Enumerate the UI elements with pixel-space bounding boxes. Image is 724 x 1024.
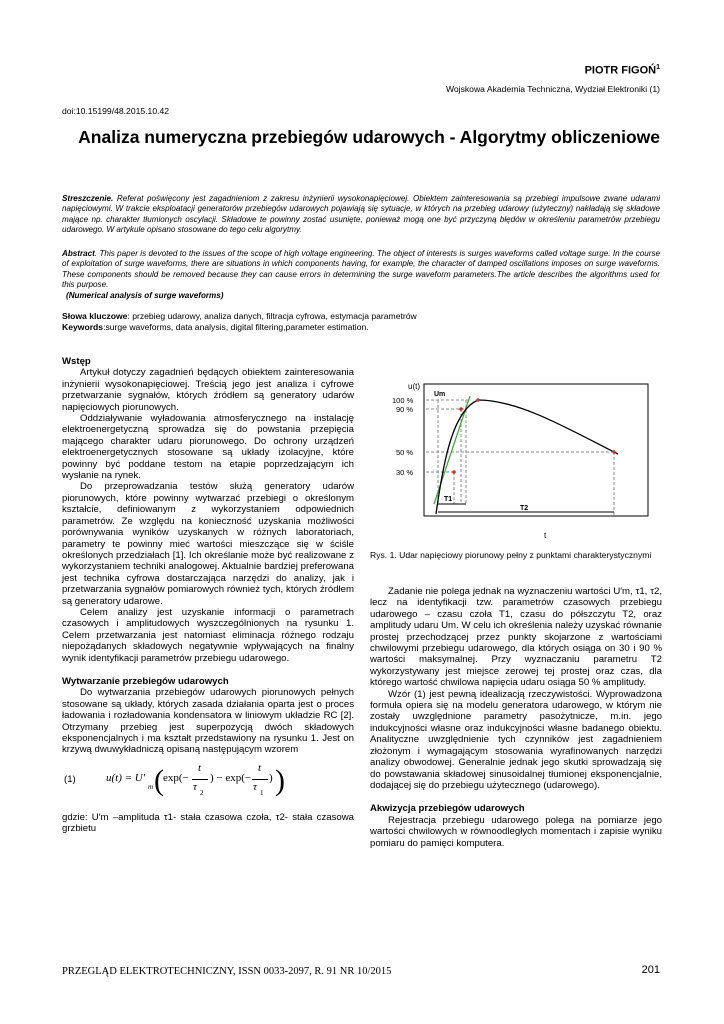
page-title: Analiza numeryczna przebiegów udarowych - Algorytmy obliczeniowe: [78, 127, 660, 147]
paragraph: Celem analizy jest uzyskanie informacji o parametrach czasowych i amplitudowych wyszczególnionych na rysunku 1. Celem przetwarzania jest natomiast eliminacja różnego rodzaju niepożądanych składowych negatywnie wpływających na finalny wynik identyfikacji parametrów przebiegu udarowego.: [62, 606, 354, 664]
section-heading-wytwarzanie: Wytwarzanie przebiegów udarowych: [62, 675, 229, 687]
equation-lhs: u(t) = U′: [106, 771, 146, 784]
section-heading-akwizycja: Akwizycja przebiegów udarowych: [370, 803, 525, 815]
tick-100: 100 %: [392, 396, 414, 405]
affiliation: Wojskowa Akademia Techniczna, Wydział Elektroniki (1): [445, 84, 660, 94]
equation-exp1: exp(−: [163, 771, 189, 784]
abstract-text-italic: These components should be removed because they can cause errors in determining the surge waveform parameters.The article describes the algorithms used for this purpose.: [62, 269, 660, 290]
author-name: PIOTR FIGOŃ$^1$: [584, 64, 660, 77]
paragraph: Rejestracja przebiegu udarowego polega na pomiarze jego wartości chwilowych w równoodległych momentach i zapisie wyniku pomiaru do pamięci komputera.: [370, 814, 662, 849]
streszczenie: [62, 194, 660, 236]
equation-tau1: τ: [253, 780, 257, 793]
t2-label: T2: [520, 505, 529, 512]
equation-close: ): [269, 771, 273, 784]
t1-label: T1: [444, 496, 453, 503]
keywords-en-label: Keywords: [62, 321, 104, 332]
paragraph: Do wytwarzania przebiegów udarowych piorunowych pełnych stosowane są układy, których zasada działania oparta jest o proces ładowania i rozładowania kondensatora w liniowym układzie RC [2]. Otrzymany przebieg jest superpozycją dwóch składowych eksponencjalnych i ma kształt przedstawiony na rysunku 1. Jest on krzywą dwuwykładniczą opisaną następującym wzorem: [62, 687, 354, 756]
point-100: [476, 398, 480, 402]
journal-footer: PRZEGLĄD ELEKTROTECHNICZNY, ISSN 0033-2097, R. 91 NR 10/2015: [62, 966, 392, 977]
tick-90: 90 %: [396, 405, 414, 414]
keywords-pl-label: Słowa kluczowe: [62, 311, 128, 321]
paragraph: Wzór (1) jest pewną idealizacją rzeczywistości. Wyprowadzona formuła opiera się na modelu generatora udarowego, w którym nie zostały uwzględnione parametry pasożytnicze, m.in. jego indukcyjności własne oraz indukcyjności własne badanego obiektu. Analityczne uwzględnienie tych czynników jest zagadnieniem złożonym i wymagającym stosowania wyrafinowanych narzędzi analizy obwodowej. Generalnie jednak jego skutki sprowadzają się do powstawania składowej sinusoidalnej tłumionej eksponencjalnie, dodającej się do przebiegu użytecznego (udarowego).: [370, 688, 662, 791]
equation-tau2: τ: [193, 780, 197, 793]
figure-caption: Rys. 1. Udar napięciowy piorunowy pełny z punktami charakterystycznymi: [370, 550, 652, 560]
equation-number: (1): [64, 773, 76, 785]
equation-t-2: t: [258, 761, 262, 774]
point-30: [452, 470, 456, 474]
figure-y-label: u(t): [408, 382, 420, 391]
tick-30: 30 %: [396, 468, 414, 477]
right-column: [370, 586, 662, 849]
figure-1: [370, 376, 662, 548]
paragraph-where: gdzie: U′m –amplituda τ1- stała czasowa czoła, τ2- stała czasowa grzbietu: [62, 811, 354, 835]
section-heading-wstep: Wstęp: [62, 356, 91, 367]
paragraph: Oddziaływanie wyładowania atmosferycznego na instalację elektroenergetyczną sprowadza się do powstania przepięcia mającego charakter udaru piorunowego. Do ochrony urządzeń elektroenergetycznych stosowane są układy izolacyjne, które powinny być poddane testom na etapie poprzedzającym ich wysłanie na rynek.: [62, 413, 354, 482]
equation-t-1: t: [198, 761, 202, 774]
keywords-pl: : przebieg udarowy, analiza danych, filtracja cyfrowa, estymacja parametrów: [127, 311, 417, 321]
left-column: [62, 356, 354, 835]
page-number: 201: [641, 964, 660, 976]
paragraph: Do przeprowadzania testów służą generatory udarów piorunowych, które powinny wytwarzać przebiegi o określonym kształcie, definiowanym z wykorzystaniem odpowiednich parametrów. Ze względu na konieczność uzyskania możliwości porównywania wyników uzyskanych w różnych laboratoriach, parametry te powinny mieć wartości mieszczące się w ściśle określonych przedziałach [1]. Ich określanie może być realizowane z wykorzystaniem techniki analogowej. Aktualnie bardziej preferowana jest technika cyfrowa dostarczająca narzędzi do analizy, jak i przetwarzania sygnałów pomiarowych również tych, których źródłem są generatory udarowe.: [62, 481, 354, 607]
abstract: [62, 249, 660, 301]
keywords-en: :surge waveforms, data analysis, digital filtering,parameter estimation.: [103, 321, 369, 332]
figure-x-label: t: [544, 531, 547, 540]
figure-frame: [424, 384, 648, 516]
doi: doi:10.15199/48.2015.10.42: [62, 106, 170, 116]
point-50: [612, 450, 616, 454]
tick-50: 50 %: [396, 448, 414, 457]
equation-tau1-sub: 1: [260, 788, 264, 797]
figure-um-label: Um: [434, 391, 446, 398]
english-title: (Numerical analysis of surge waveforms): [66, 290, 224, 300]
equation-1: (1) u(t) = U′ m ( exp(− t τ 2 ) − exp(− t τ 1 ) ): [62, 762, 354, 808]
keywords: [62, 311, 660, 332]
equation-tau2-sub: 2: [200, 788, 204, 797]
paragraph: Artykuł dotyczy zagadnień będących obiektem zainteresowania inżynierii wysokonapięciowej. Treścią jego jest analiza i cyfrowe przetwarzanie sygnałów, których źródłem są generatory udarów napięciowych piorunowych.: [62, 367, 354, 413]
streszczenie-label: Streszczenie.: [62, 194, 114, 203]
equation-sub-m: m: [148, 782, 154, 791]
paragraph: Zadanie nie polega jednak na wyznaczeniu wartości U′m, τ1, τ2, lecz na identyfikacji tzw. parametrów czasowych przebiegu udarowego – czasu czoła T1, czasu do półszczytu T2, oraz amplitudy udaru Um. W celu ich określenia należy uzyskać równanie prostej przechodzącej przez punkty skojarzone z wartościami chwilowymi przebiegu udarowego, dla których osiąga on 30 i 90 % wartości maksymalnej. Przy wyznaczaniu parametru T2 wykorzystywany jest miejsce zerowej tej prostej oraz czas, dla którego wartość chwilowa napięcia udaru osiąga 50 % amplitudy.: [370, 586, 662, 689]
point-90: [459, 407, 463, 411]
streszczenie-text: Referat poświęcony jest zagadnieniom z zakresu inżynierii wysokonapięciowej. Obiektem zainteresowania są przebiegi impulsowe zwane udarami napięciowymi. W trakcie eksploatacji generatorów przebiegów udarowych pojawiają się sytuacje, w których na przebieg udarowy (użyteczny) nakładają się składowe mające np. charakter tłumionych oscylacji. Składowe te powinny zostać usunięte, ponieważ mogą one być przyczyną błędów w określeniu parametrów przebiegu udarowego. W artykule opisano stosowane do tego celu algorytmy.: [62, 194, 660, 235]
equation-minus: ) − exp(−: [210, 771, 252, 784]
abstract-label: Abstract: [62, 249, 95, 258]
abstract-text: . This paper is devoted to the issues of the scope of high voltage engineering. The object of interests is surges waveforms called voltage surge. In the course of exploitation of surge waveforms, there are situations in which components having, for example, the character of damped oscillations imposes on surge waveforms.: [62, 249, 660, 269]
